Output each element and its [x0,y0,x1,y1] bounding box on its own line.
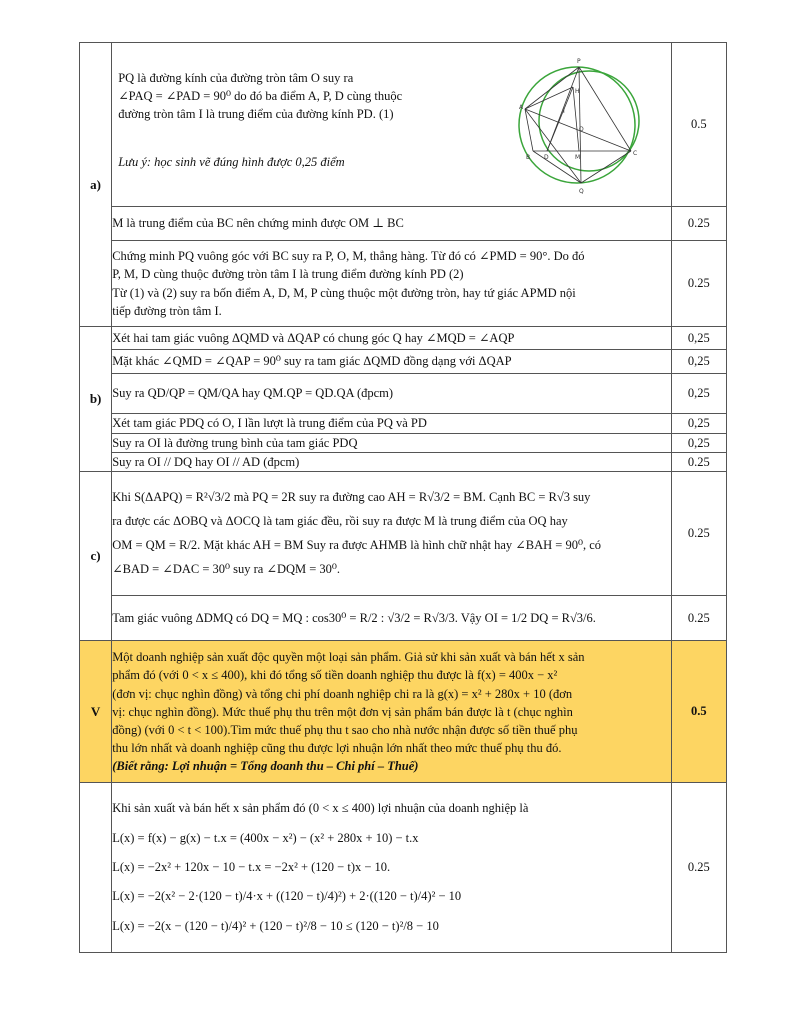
row-a-3 [80,241,727,327]
row-c-1-content [112,472,671,596]
c1-line-1: Khi S(ΔAPQ) = R²√3/2 mà PQ = 2R suy ra đường cao AH = R√3/2 = BM. Cạnh BC = R√3 suy [112,490,591,505]
a3-line-4: tiếp đường tròn tâm I. [112,303,222,318]
row-v-content [112,641,671,783]
sol-line-5: L(x) = −2(x − (120 − t)/4)² + (120 − t)²/8 − 10 ≤ (120 − t)²/8 − 10 [112,918,439,933]
v-line-6: thu lớn nhất và doanh nghiệp cũng thu được lợi nhuận lớn nhất theo mức thuế phụ thu đó. [112,740,562,755]
v-line-1: Một doanh nghiệp sản xuất độc quyền một loại sản phẩm. Giả sử khi sản xuất và bán hết x sản [112,650,585,665]
fig-label-b: B [525,153,530,161]
row-b-5-content: Suy ra OI là đường trung bình của tam giác PDQ [112,434,671,453]
row-a-1 [80,43,727,207]
a1-line-3: đường tròn tâm I là trung điểm của đường kính PD. (1) [118,106,394,121]
sol-line-3: L(x) = −2x² + 120x − 10 − t.x = −2x² + (120 − t)x − 10. [112,860,391,875]
score-b-6: 0.25 [671,453,726,472]
part-a-label: a) [80,43,112,327]
part-c-label: c) [80,472,112,641]
c1-line-2: ra được các ΔOBQ và ΔOCQ là tam giác đều, rồi suy ra được M là trung điểm của OQ hay [112,514,568,528]
fig-label-i: I [562,107,565,115]
row-b-4 [80,414,727,434]
c1-line-4: ∠BAD = ∠DAC = 30⁰ suy ra ∠DQM = 30⁰. [112,561,341,576]
c1-line-3: OM = QM = R/2. Mặt khác AH = BM Suy ra được AHMB là hình chữ nhật hay ∠BAH = 90⁰, có [112,537,601,552]
score-a-2: 0.25 [671,207,726,241]
row-a-2-content: M là trung điểm của BC nên chứng minh được OM ⊥ BC [112,207,671,241]
score-b-5: 0,25 [671,434,726,453]
circle-o [519,67,635,183]
score-b-4: 0,25 [671,414,726,434]
row-c-1 [80,472,727,596]
score-a-1: 0.5 [671,43,726,207]
row-b-4-content: Xét tam giác PDQ có O, I lần lượt là trung điểm của PQ và PD [112,414,671,434]
part-v-label: V [80,641,112,783]
sol-line-2: L(x) = f(x) − g(x) − t.x = (400x − x²) − (x² + 280x + 10) − t.x [112,830,419,845]
score-b-2: 0,25 [671,350,726,374]
row-a-1-content [112,43,671,207]
row-v [80,641,727,783]
v-line-3: (đơn vị: chục nghìn đồng) và tổng chi phí doanh nghiệp chi ra là g(x) = x² + 280x + 10 (đơn [112,686,573,701]
a1-line-1: PQ là đường kính của đường tròn tâm O suy ra [118,70,354,85]
fig-label-m: M [574,153,580,161]
sol-line-1: Khi sản xuất và bán hết x sản phẩm đó (0 < x ≤ 400) lợi nhuận của doanh nghiệp là [112,801,529,816]
row-b-1 [80,327,727,350]
a1-line-2: ∠PAQ = ∠PAD = 90⁰ do đó ba điểm A, P, D cùng thuộc [118,88,403,103]
row-v-solution [80,783,727,953]
row-b-6 [80,453,727,472]
grading-table [79,42,727,953]
a3-line-2: P, M, D cùng thuộc đường tròn tâm I là trung điểm đường kính PD (2) [112,267,464,282]
score-a-3: 0.25 [671,241,726,327]
v-line-4: vị: chục nghìn đồng). Mức thuế phụ thu trên một đơn vị sản phẩm bán được là t (chục nghìn [112,704,573,719]
score-b-1: 0,25 [671,327,726,350]
geometry-figure [517,51,665,203]
row-b-5 [80,434,727,453]
solution-label-cell [80,783,112,953]
v-note: (Biết rằng: Lợi nhuận = Tổng doanh thu – Chi phí – Thuế) [112,759,419,774]
row-v-solution-content [112,783,671,953]
row-b-3-content: Suy ra QD/QP = QM/QA hay QM.QP = QD.QA (đpcm) [112,374,671,414]
fig-label-h: H [574,87,580,95]
row-b-2 [80,350,727,374]
row-c-2 [80,596,727,641]
fig-label-d: D [543,153,549,161]
part-b-label: b) [80,327,112,472]
row-b-2-content: Mặt khác ∠QMD = ∠QAP = 90⁰ suy ra tam giác ΔQMD đồng dạng với ΔQAP [112,350,671,374]
fig-label-a: A [518,103,523,111]
score-v-solution: 0.25 [671,783,726,953]
row-b-6-content: Suy ra OI // DQ hay OI // AD (đpcm) [112,453,671,472]
sol-line-4: L(x) = −2(x² − 2·(120 − t)/4·x + ((120 − t)/4)²) + 2·((120 − t)/4)² − 10 [112,889,462,904]
row-b-1-content: Xét hai tam giác vuông ΔQMD và ΔQAP có chung góc Q hay ∠MQD = ∠AQP [112,327,671,350]
v-line-5: đồng) (với 0 < t < 100).Tìm mức thuế phụ thu t sao cho nhà nước nhận được số tiền thuế phụ [112,722,578,737]
fig-label-c: C [632,149,637,157]
figure-lines [525,67,631,183]
fig-label-q: Q [578,187,584,195]
score-c-1: 0.25 [671,472,726,596]
a1-note: Lưu ý: học sinh vẽ đúng hình được 0,25 điểm [118,154,345,169]
fig-label-o: O [578,125,584,133]
score-v: 0.5 [671,641,726,783]
fig-label-p: P [576,57,581,65]
v-line-2: phẩm đó (với 0 < x ≤ 400), khi đó tổng số tiền doanh nghiệp thu được là f(x) = 400x − x² [112,668,558,683]
row-a-2 [80,207,727,241]
a3-line-1: Chứng minh PQ vuông góc với BC suy ra P, O, M, thẳng hàng. Từ đó có ∠PMD = 90°. Do đó [112,249,585,264]
score-b-3: 0,25 [671,374,726,414]
row-a-3-content [112,241,671,327]
row-c-2-content: Tam giác vuông ΔDMQ có DQ = MQ : cos30⁰ = R/2 : √3/2 = R√3/3. Vậy OI = 1/2 DQ = R√3/6. [112,596,671,641]
row-b-3 [80,374,727,414]
a3-line-3: Từ (1) và (2) suy ra bốn điểm A, D, M, P cùng thuộc một đường tròn, hay tứ giác APMD nội [112,285,576,300]
score-c-2: 0.25 [671,596,726,641]
